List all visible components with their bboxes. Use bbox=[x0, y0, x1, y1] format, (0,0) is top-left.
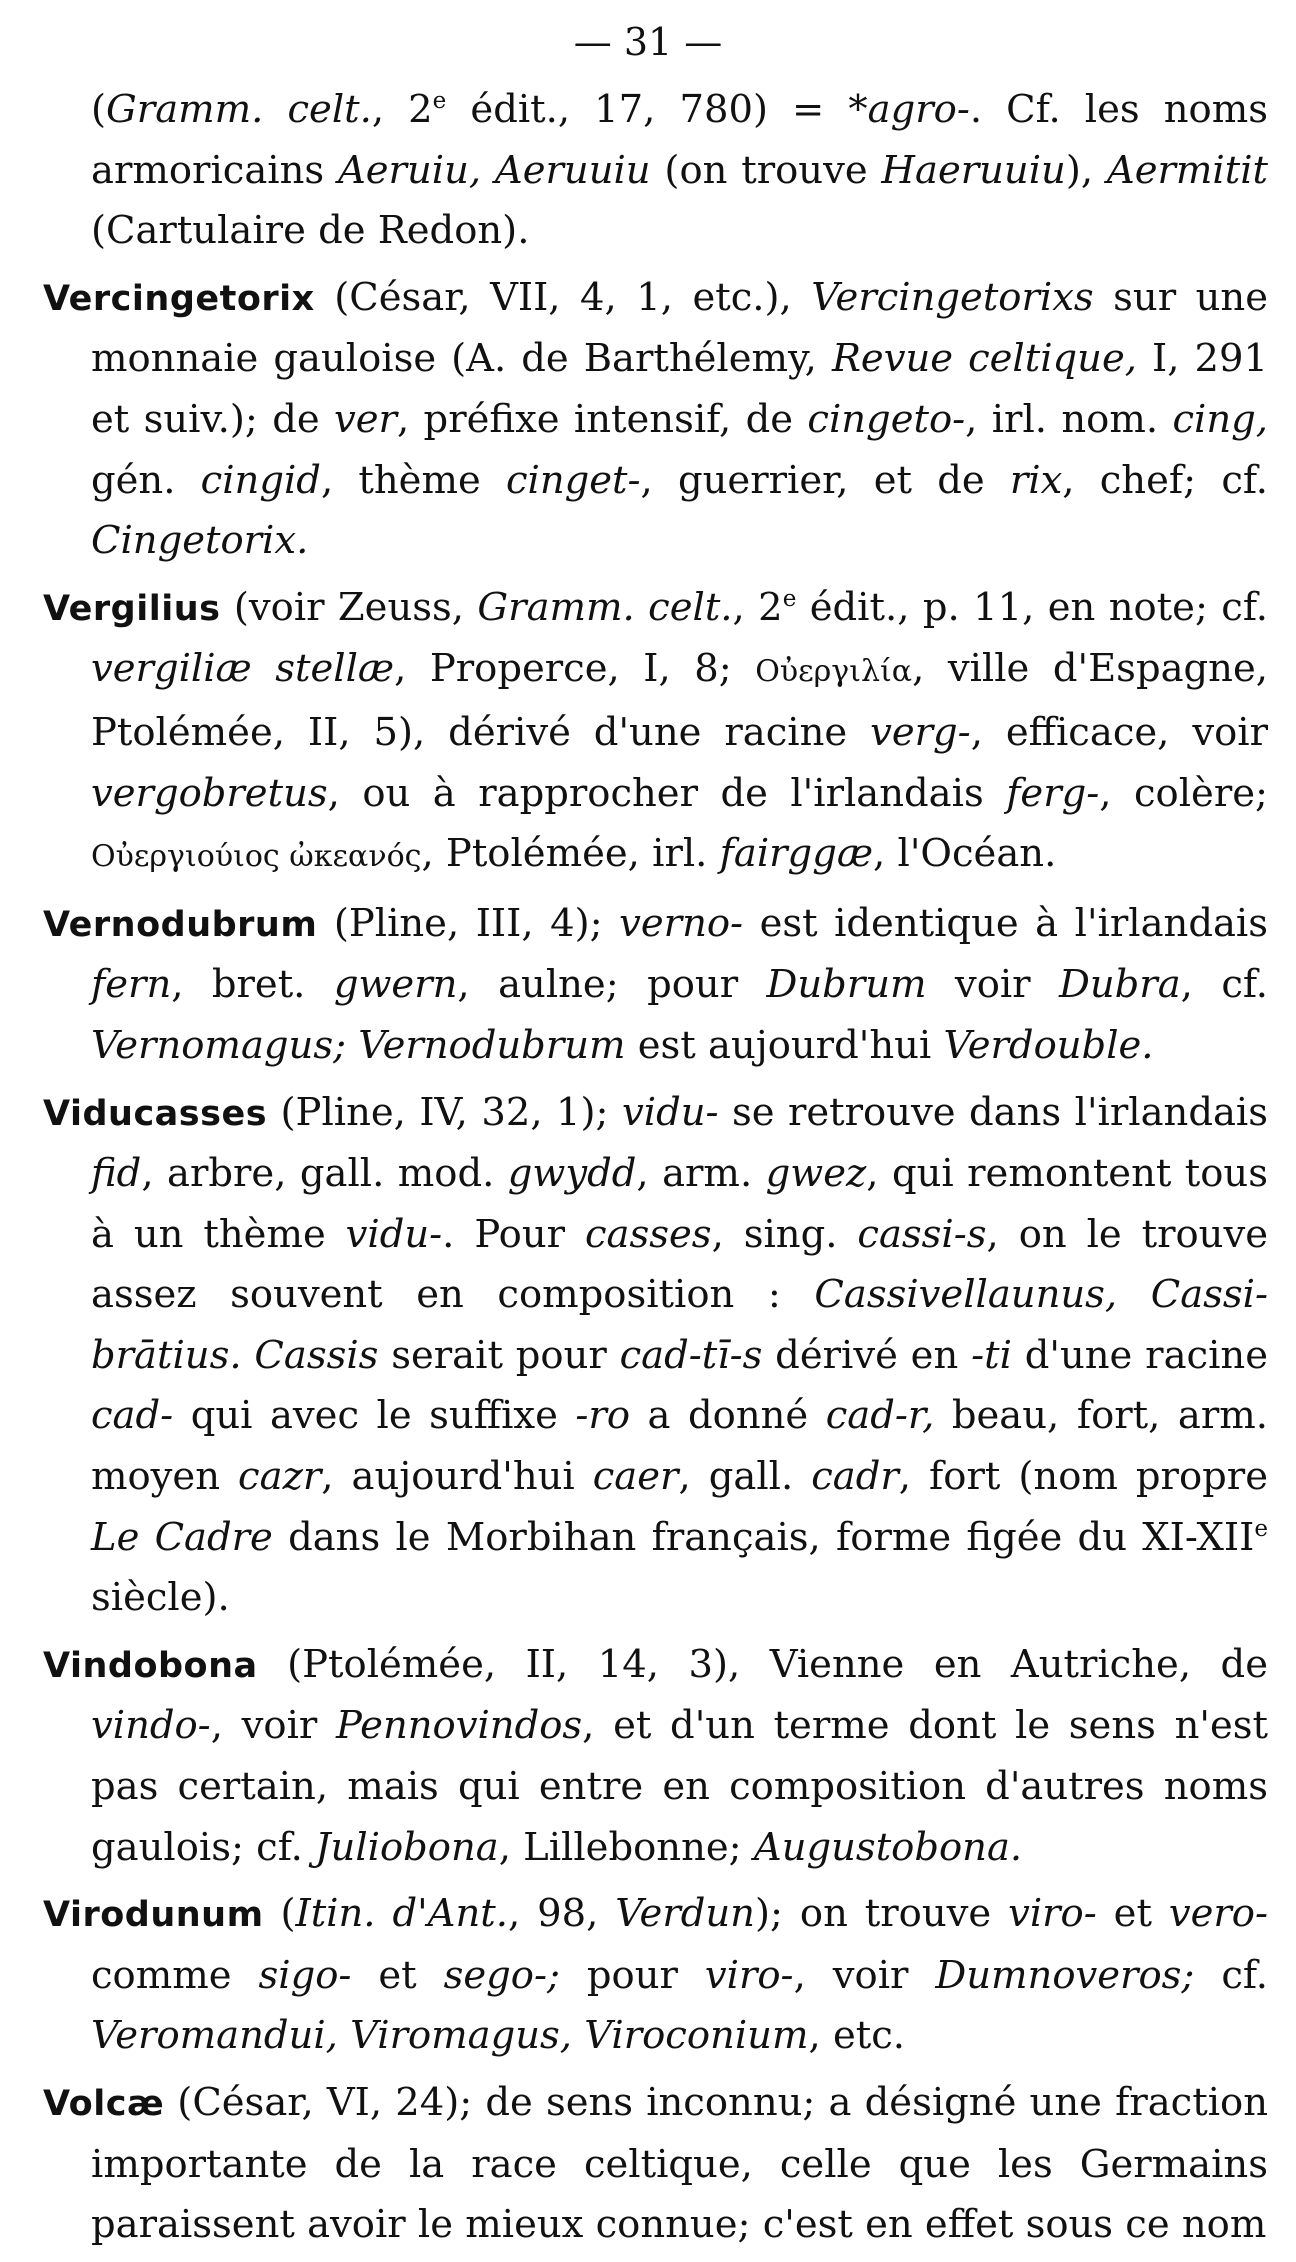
text-run: , et d'un terme dont le sens n'est pas certain, mais qui entre en composition d'autres noms gaulois; cf. bbox=[91, 1703, 1268, 1870]
text-run: , cf. bbox=[1180, 962, 1268, 1008]
italic-term: Dubra bbox=[1059, 962, 1181, 1008]
text-run: . Pour bbox=[442, 1211, 585, 1257]
text-run: est aujourd'hui bbox=[625, 1022, 944, 1068]
text-run: , Lillebonne; bbox=[498, 1824, 754, 1870]
italic-term: ver bbox=[334, 396, 397, 442]
entry-headword: Vergilius bbox=[43, 588, 221, 629]
text-run: , sing. bbox=[711, 1211, 858, 1257]
text-run: , arm. bbox=[636, 1151, 766, 1197]
text-run: , voir bbox=[793, 1952, 936, 1998]
italic-term: sego-; bbox=[443, 1952, 560, 1998]
text-run: dérivé en bbox=[762, 1332, 972, 1378]
italic-term: vidu- bbox=[345, 1211, 443, 1257]
italic-term: -ti bbox=[971, 1332, 1012, 1378]
text-run: , thème bbox=[320, 457, 506, 503]
italic-term: cingid bbox=[200, 457, 321, 503]
text-run: d'une racine bbox=[1011, 1332, 1268, 1378]
italic-term: fern bbox=[91, 962, 172, 1008]
italic-term: fairggæ bbox=[719, 831, 874, 877]
text-run: édit., 17, 780) = * bbox=[446, 87, 868, 132]
text-run: ( bbox=[91, 87, 107, 132]
entry-headword: Volcæ bbox=[43, 2084, 165, 2124]
italic-term: Gramm. celt. bbox=[477, 584, 733, 630]
entry-headword: Vindobona bbox=[43, 1645, 258, 1686]
italic-term: caer bbox=[592, 1454, 679, 1500]
italic-term: vergiliæ stellæ bbox=[91, 646, 395, 692]
italic-term: Verdun bbox=[615, 1891, 755, 1937]
italic-term: cad- bbox=[91, 1393, 174, 1439]
superscript: e bbox=[432, 88, 447, 115]
text-run: et bbox=[351, 1952, 444, 1998]
text-run: , 2 bbox=[732, 584, 783, 630]
dictionary-entry bbox=[43, 2073, 1268, 2256]
italic-term: cassi-s bbox=[857, 1211, 987, 1257]
italic-term: Haeruuiu bbox=[881, 147, 1066, 193]
text-run: (Pline, III, 4); bbox=[317, 900, 620, 946]
superscript: e bbox=[782, 585, 797, 612]
text-run: , 2 bbox=[371, 87, 433, 132]
italic-term: cadr bbox=[811, 1454, 899, 1500]
italic-term: ferg- bbox=[1006, 770, 1100, 816]
text-run: et bbox=[1096, 1891, 1169, 1937]
italic-term: cinget- bbox=[505, 457, 641, 503]
italic-term: vergobretus bbox=[91, 770, 328, 816]
text-run: , 98, bbox=[507, 1891, 616, 1937]
italic-term: vero- bbox=[1168, 1891, 1268, 1937]
text-run: cf. bbox=[1194, 1952, 1269, 1998]
greek-word: Οὐεργιούιος ὠκεανός bbox=[91, 839, 422, 875]
italic-term: vindo- bbox=[91, 1703, 211, 1749]
text-run: , on le trouve assez souvent en composition : bbox=[91, 1211, 1268, 1318]
text-run: ); on trouve bbox=[754, 1891, 1009, 1937]
text-run: ( bbox=[263, 1891, 296, 1937]
italic-term: cingeto- bbox=[807, 396, 966, 442]
text-run: édit., p. 11, en note; cf. bbox=[796, 584, 1268, 630]
text-run: comme bbox=[91, 1952, 259, 1998]
text-run: , l'Océan. bbox=[873, 831, 1057, 877]
italic-term: rix bbox=[1009, 457, 1063, 503]
text-run: , Properce, I, 8; bbox=[394, 646, 756, 692]
text-run: pour bbox=[559, 1952, 705, 1998]
italic-term: Dubrum bbox=[766, 962, 927, 1008]
continued-paragraph bbox=[43, 80, 1268, 262]
text-run: , aujourd'hui bbox=[321, 1454, 593, 1500]
text-run: siècle). bbox=[91, 1575, 230, 1621]
text-run: , ou à rapprocher de l'irlandais bbox=[327, 770, 1007, 816]
text-run: (Ptolémée, II, 14, 3), Vienne en Autriche, de bbox=[257, 1641, 1268, 1687]
text-run: I, 291 et suiv.); de bbox=[91, 336, 1268, 442]
italic-term: viro- bbox=[1008, 1891, 1097, 1937]
italic-term: Vercingetorixs bbox=[811, 274, 1094, 320]
text-run: (voir Zeuss, bbox=[220, 584, 478, 630]
text-run: beau, fort, arm. moyen bbox=[91, 1393, 1268, 1500]
italic-term: Dumnoveros; bbox=[935, 1952, 1195, 1998]
italic-term: Augustobona. bbox=[753, 1824, 1023, 1870]
text-run: , préfixe intensif, de bbox=[396, 396, 808, 442]
italic-term: Pennovindos bbox=[335, 1703, 583, 1749]
text-run: , voir bbox=[210, 1703, 336, 1749]
dictionary-entry bbox=[43, 578, 1268, 888]
text-run: , gall. bbox=[678, 1454, 812, 1500]
text-run: se retrouve dans l'irlandais bbox=[718, 1089, 1268, 1135]
text-run: (on trouve bbox=[650, 147, 882, 193]
entry-headword: Viducasses bbox=[43, 1093, 268, 1134]
entry-headword: Vernodubrum bbox=[43, 904, 318, 945]
text-run: , bret. bbox=[171, 962, 334, 1008]
dictionary-entry bbox=[43, 1083, 1268, 1629]
italic-term: Cassivellaunus, Cassi-brātius. Cassis bbox=[91, 1272, 1268, 1378]
text-run: , arbre, gall. mod. bbox=[141, 1151, 508, 1197]
text-run: (César, VI, 24); de sens inconnu; a désigné une fraction importante de la race celtique, celle que les Germains paraissent avoir le mieux connue; c'est en effet sous ce nom bbox=[91, 2080, 1268, 2248]
italic-term: gwern bbox=[333, 962, 458, 1008]
text-run: gén. bbox=[91, 457, 201, 503]
italic-term: cazr bbox=[238, 1454, 322, 1500]
italic-term: fid bbox=[91, 1151, 142, 1197]
italic-term: sigo- bbox=[258, 1952, 352, 1998]
page-number: — 31 — bbox=[573, 20, 723, 64]
superscript: e bbox=[1254, 1515, 1268, 1542]
italic-term: Veromandui, Viromagus, Viroconium bbox=[91, 2013, 809, 2059]
italic-term: Gramm. celt. bbox=[106, 87, 372, 132]
entry-headword: Vercingetorix bbox=[43, 278, 315, 319]
dictionary-entry bbox=[43, 268, 1268, 572]
text-run: , Ptolémée, irl. bbox=[421, 831, 720, 877]
italic-term: verno- bbox=[619, 900, 744, 946]
italic-term: Vernomagus; Vernodubrum bbox=[91, 1022, 626, 1068]
dictionary-entry bbox=[43, 894, 1268, 1077]
text-run: , colère; bbox=[1099, 770, 1268, 816]
italic-term: Revue celtique, bbox=[831, 336, 1137, 382]
text-run: est identique à l'irlandais bbox=[743, 900, 1268, 946]
text-run: , etc. bbox=[808, 2013, 906, 2059]
italic-term: cing, bbox=[1172, 396, 1268, 442]
text-run: , fort (nom propre bbox=[898, 1454, 1268, 1500]
text-run: , qui remontent tous à un thème bbox=[91, 1151, 1268, 1257]
text-run: (César, VII, 4, 1, etc.), bbox=[314, 274, 812, 320]
dictionary-text bbox=[43, 80, 1268, 2262]
italic-term: Aeruiu, Aeruuiu bbox=[337, 147, 651, 193]
italic-term: Cingetorix. bbox=[91, 518, 309, 564]
text-run: qui avec le suffixe bbox=[173, 1393, 576, 1439]
italic-term: verg- bbox=[870, 709, 971, 755]
text-run: dans le Morbihan français, forme figée du XI-XII bbox=[272, 1514, 1255, 1560]
italic-term: Le Cadre bbox=[91, 1514, 273, 1560]
text-run: sur une monnaie gauloise (A. de Barthélemy, bbox=[91, 274, 1268, 382]
text-run: , chef; cf. bbox=[1062, 457, 1268, 503]
italic-term: vidu- bbox=[622, 1089, 719, 1135]
text-run: , efficace, voir bbox=[970, 709, 1268, 755]
italic-term: agro- bbox=[867, 87, 970, 132]
greek-word: Οὐεργιλία bbox=[755, 654, 913, 690]
italic-term: Verdouble. bbox=[943, 1022, 1154, 1068]
italic-term: cad-tī-s bbox=[619, 1332, 763, 1378]
text-run: , aulne; pour bbox=[457, 962, 767, 1008]
italic-term: Aermitit bbox=[1106, 147, 1268, 193]
text-run: serait pour bbox=[378, 1332, 620, 1378]
dictionary-entry bbox=[43, 1884, 1268, 2067]
text-run: (Cartulaire de Redon). bbox=[91, 208, 530, 254]
dictionary-entry bbox=[43, 1635, 1268, 1878]
italic-term: viro- bbox=[704, 1952, 794, 1998]
text-run: ), bbox=[1065, 147, 1107, 193]
text-run: (Pline, IV, 32, 1); bbox=[267, 1089, 622, 1135]
text-run: , ville d'Espagne, Ptolémée, II, 5), dérivé d'une racine bbox=[91, 646, 1268, 755]
entry-headword: Virodunum bbox=[43, 1895, 264, 1936]
italic-term: gwydd bbox=[507, 1151, 637, 1197]
italic-term: Itin. d'Ant. bbox=[295, 1891, 508, 1937]
italic-term: gwez bbox=[765, 1151, 867, 1197]
italic-term: Juliobona bbox=[315, 1824, 499, 1870]
text-run: , guerrier, et de bbox=[640, 457, 1010, 503]
text-run: . Cf. les noms armoricains bbox=[91, 87, 1268, 193]
text-run: a donné bbox=[630, 1393, 826, 1439]
text-run: voir bbox=[926, 962, 1059, 1008]
italic-term: -ro bbox=[575, 1393, 631, 1439]
italic-term: casses bbox=[584, 1211, 712, 1257]
text-run: , irl. nom. bbox=[965, 396, 1173, 442]
italic-term: cad-r, bbox=[825, 1393, 935, 1439]
